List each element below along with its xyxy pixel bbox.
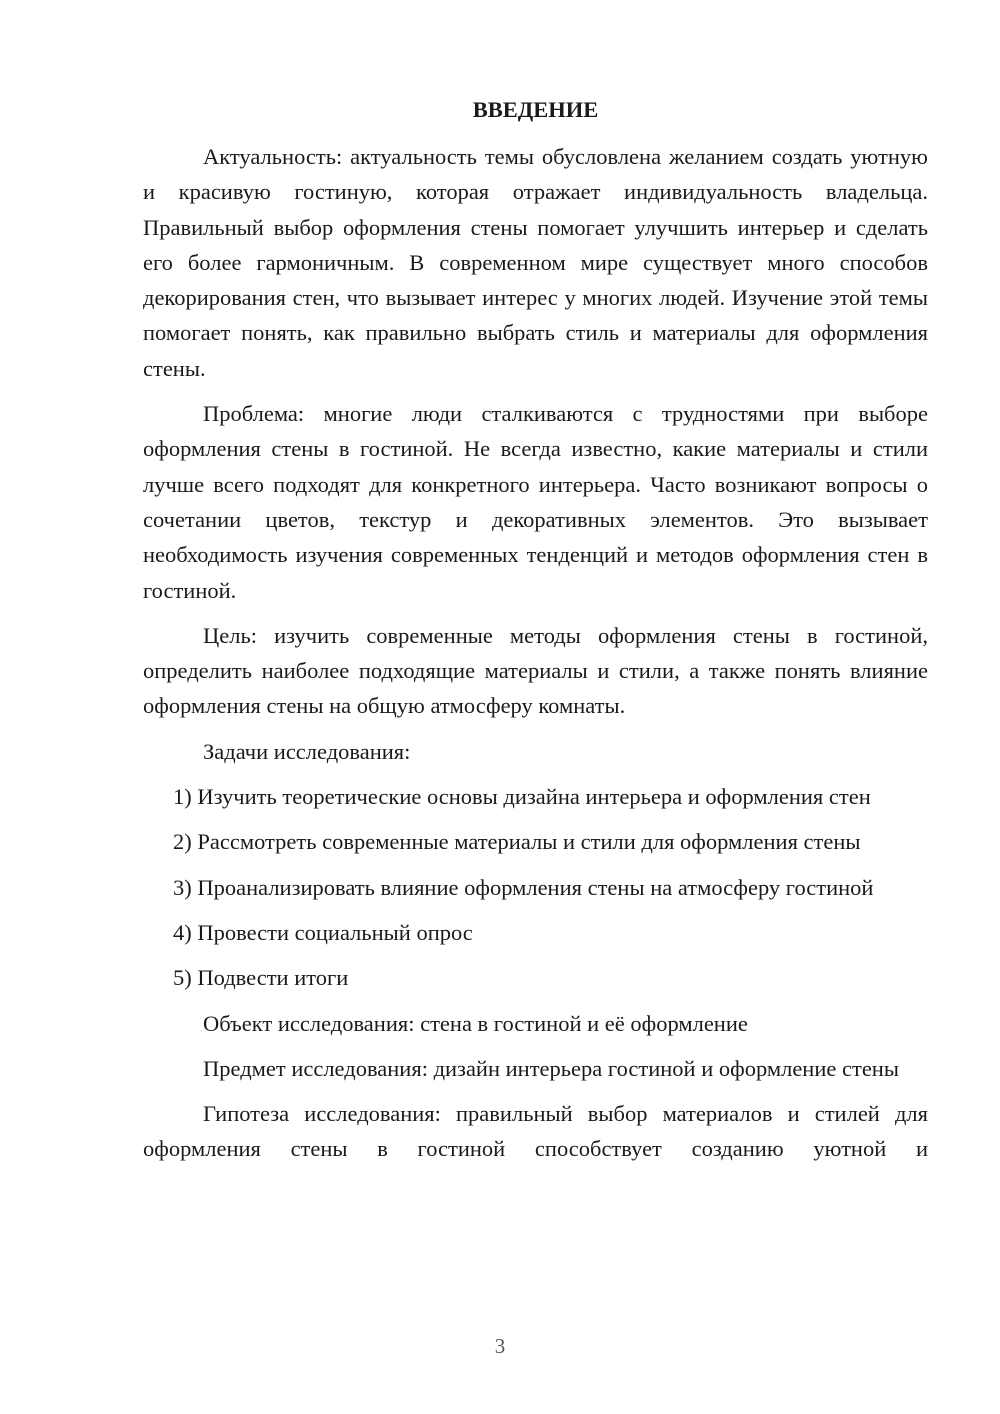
relevance-paragraph: Актуальность: актуальность темы обусловлена желанием создать уютную и красивую гостиную, которая отражает индивидуальность владельца. Правильный выбор оформления стены помогает улучшить интерьер и сделать его более гармоничным. В современном мире существует много способов декорирования стен, что вызывает интерес у многих людей. Изучение этой темы помогает понять, как правильно выбрать стиль и материалы для оформления стены. [143,144,928,381]
problem-paragraph: Проблема: многие люди сталкиваются с трудностями при выборе оформления стены в гостиной. Не всегда известно, какие материалы и стили лучше всего подходят для конкретного интерьера. Часто возникают вопросы о сочетании цветов, текстур и декоративных элементов. Это вызывает необходимость изучения современных тенденций и методов оформления стен в гостиной. [143,401,928,603]
subject-paragraph: Предмет исследования: дизайн интерьера гостиной и оформление стены [203,1055,899,1081]
goal-paragraph: Цель: изучить современные методы оформления стены в гостиной, определить наиболее подходящие материалы и стили, а также понять влияние оформления стены на общую атмосферу комнаты. [143,622,928,719]
section-heading: ВВЕДЕНИЕ [472,97,599,122]
task-item-3: 3) Проанализировать влияние оформления стены на атмосферу гостиной [173,874,874,900]
task-item-2: 2) Рассмотреть современные материалы и стили для оформления стены [173,829,861,855]
tasks-title: Задачи исследования: [203,738,411,764]
task-item-5: 5) Подвести итоги [173,965,349,991]
task-item-4: 4) Провести социальный опрос [173,919,473,945]
document-page [143,93,928,1177]
task-item-1: 1) Изучить теоретические основы дизайна интерьера и оформления стен [173,784,871,810]
object-paragraph: Объект исследования: стена в гостиной и её оформление [203,1010,748,1036]
hypothesis-paragraph: Гипотеза исследования: правильный выбор материалов и стилей для оформления стены в гостиной способствует созданию уютной и [143,1101,928,1162]
page-number: 3 [494,1334,506,1358]
